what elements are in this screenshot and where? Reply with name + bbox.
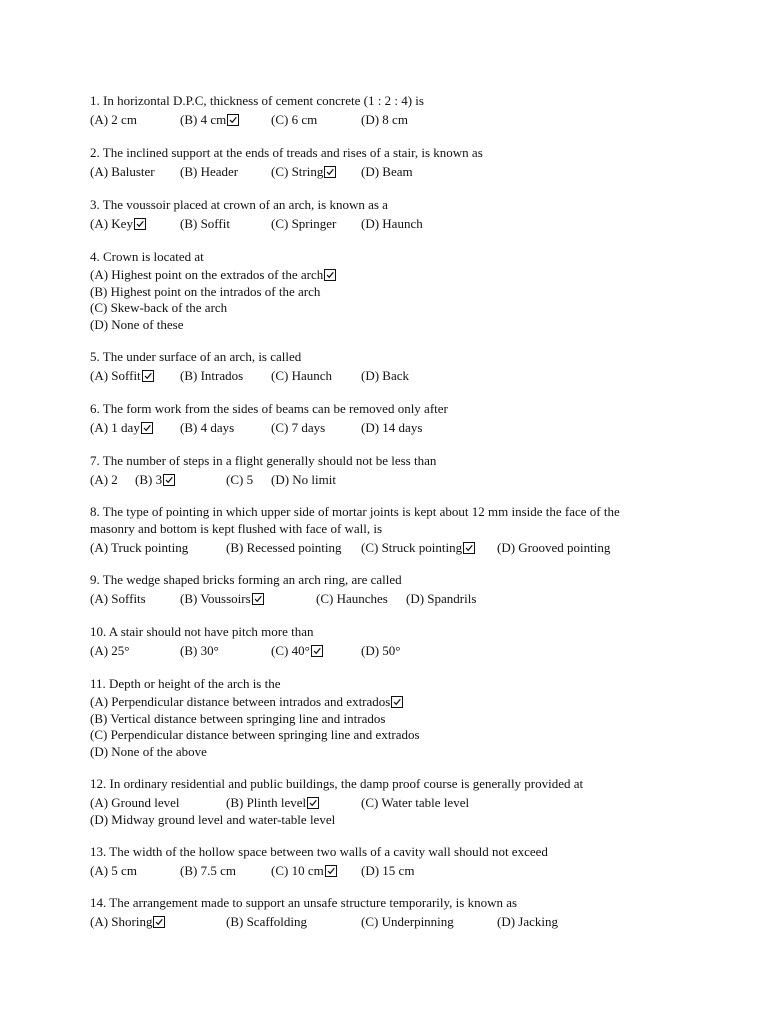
option-label: (B) 4 cm — [180, 112, 227, 127]
answer-option — [497, 914, 558, 930]
checkmark-icon — [252, 593, 264, 605]
answer-option — [135, 472, 175, 488]
answer-option — [90, 420, 153, 436]
answer-option — [180, 643, 219, 659]
option-label: (C) Struck pointing — [361, 540, 463, 555]
option-label: (D) 14 days — [361, 420, 423, 435]
answer-option — [361, 795, 469, 811]
checkmark-icon — [311, 645, 323, 657]
answer-option — [180, 420, 234, 436]
answer-option — [361, 420, 422, 436]
option-label: (A) 25° — [90, 643, 130, 658]
question-stem: 10. A stair should not have pitch more than — [90, 624, 314, 639]
answer-option — [90, 795, 180, 811]
answer-option — [271, 164, 336, 180]
checkmark-icon — [153, 916, 165, 928]
question-stem: 7. The number of steps in a flight generally should not be less than — [90, 453, 437, 468]
answer-option — [90, 317, 184, 333]
answer-option — [226, 472, 253, 488]
answer-option — [361, 112, 408, 128]
answer-option — [180, 368, 243, 384]
option-label: (A) Soffits — [90, 591, 146, 606]
option-label: (D) Jacking — [497, 914, 559, 929]
answer-option — [90, 267, 336, 283]
checkmark-icon — [227, 114, 239, 126]
option-label: (B) 3 — [135, 472, 163, 487]
option-label: (B) Voussoirs — [180, 591, 251, 606]
answer-option — [90, 643, 130, 659]
question-stem: 3. The voussoir placed at crown of an arch, is known as a — [90, 197, 388, 212]
checkmark-icon — [141, 422, 153, 434]
option-label: (D) Spandrils — [406, 591, 477, 606]
option-label: (B) Soffit — [180, 216, 230, 231]
option-label: (C) Perpendicular distance between springing line and extrados — [90, 727, 420, 742]
option-label: (A) Truck pointing — [90, 540, 189, 555]
option-label: (D) Grooved pointing — [497, 540, 611, 555]
question-stem: 2. The inclined support at the ends of treads and rises of a stair, is known as — [90, 145, 483, 160]
option-label: (B) Intrados — [180, 368, 244, 383]
answer-option — [226, 795, 319, 811]
option-label: (C) Haunches — [316, 591, 388, 606]
answer-option — [90, 216, 146, 232]
option-label: (C) 10 cm — [271, 863, 324, 878]
answer-option — [90, 164, 155, 180]
checkmark-icon — [324, 166, 336, 178]
answer-option — [90, 914, 165, 930]
answer-option — [180, 863, 236, 879]
option-label: (D) Haunch — [361, 216, 423, 231]
answer-option — [90, 711, 385, 727]
option-label: (D) 50° — [361, 643, 401, 658]
answer-option — [361, 164, 413, 180]
option-label: (B) 7.5 cm — [180, 863, 236, 878]
option-label: (C) Water table level — [361, 795, 470, 810]
answer-option — [271, 368, 332, 384]
checkmark-icon — [163, 474, 175, 486]
answer-option — [271, 112, 317, 128]
answer-option — [90, 112, 137, 128]
checkmark-icon — [134, 218, 146, 230]
option-label: (D) 8 cm — [361, 112, 408, 127]
option-label: (D) None of the above — [90, 744, 207, 759]
option-label: (B) Highest point on the intrados of the arch — [90, 284, 321, 299]
answer-option — [90, 300, 227, 316]
option-label: (B) 30° — [180, 643, 219, 658]
option-label: (C) 5 — [226, 472, 254, 487]
answer-option — [90, 284, 320, 300]
answer-option — [90, 863, 137, 879]
option-label: (D) 15 cm — [361, 863, 415, 878]
answer-option — [90, 472, 118, 488]
option-label: (A) Ground level — [90, 795, 180, 810]
checkmark-icon — [325, 865, 337, 877]
answer-option — [180, 216, 230, 232]
question-stem: masonry and bottom is kept flushed with face of wall, is — [90, 521, 383, 536]
question-stem: 9. The wedge shaped bricks forming an arch ring, are called — [90, 572, 402, 587]
option-label: (A) 1 day — [90, 420, 140, 435]
option-label: (D) Back — [361, 368, 410, 383]
option-label: (A) 2 — [90, 472, 118, 487]
option-label: (D) No limit — [271, 472, 336, 487]
answer-option — [180, 112, 239, 128]
option-label: (A) Baluster — [90, 164, 155, 179]
checkmark-icon — [391, 696, 403, 708]
option-label: (A) 5 cm — [90, 863, 137, 878]
answer-option — [497, 540, 610, 556]
answer-option — [90, 744, 207, 760]
answer-option — [226, 914, 307, 930]
option-label: (C) Haunch — [271, 368, 333, 383]
question-stem: 14. The arrangement made to support an unsafe structure temporarily, is known as — [90, 895, 518, 910]
option-label: (A) Highest point on the extrados of the arch — [90, 267, 324, 282]
answer-option — [180, 164, 238, 180]
option-label: (C) Skew-back of the arch — [90, 300, 228, 315]
answer-option — [316, 591, 388, 607]
question-stem: 8. The type of pointing in which upper side of mortar joints is kept about 12 mm inside the face of the — [90, 504, 620, 519]
answer-option — [271, 643, 323, 659]
option-label: (D) Midway ground level and water-table level — [90, 812, 336, 827]
answer-option — [271, 863, 337, 879]
answer-option — [90, 540, 188, 556]
answer-option — [271, 420, 325, 436]
answer-option — [90, 368, 154, 384]
answer-option — [226, 540, 342, 556]
answer-option — [361, 914, 454, 930]
option-label: (A) Shoring — [90, 914, 153, 929]
checkmark-icon — [142, 370, 154, 382]
option-label: (B) Vertical distance between springing line and intrados — [90, 711, 386, 726]
option-label: (B) 4 days — [180, 420, 235, 435]
answer-option — [361, 216, 423, 232]
option-label: (B) Recessed pointing — [226, 540, 342, 555]
option-label: (C) String — [271, 164, 324, 179]
question-stem: 4. Crown is located at — [90, 249, 204, 264]
answer-option — [180, 591, 264, 607]
answer-option — [271, 216, 336, 232]
question-stem: 1. In horizontal D.P.C, thickness of cement concrete (1 : 2 : 4) is — [90, 93, 424, 108]
option-label: (A) 2 cm — [90, 112, 137, 127]
option-label: (A) Soffit — [90, 368, 141, 383]
option-label: (C) 7 days — [271, 420, 326, 435]
question-stem: 12. In ordinary residential and public buildings, the damp proof course is generally provided at — [90, 776, 584, 791]
checkmark-icon — [307, 797, 319, 809]
answer-option — [90, 591, 146, 607]
answer-option — [90, 694, 403, 710]
option-label: (C) 6 cm — [271, 112, 318, 127]
answer-option — [406, 591, 476, 607]
answer-option — [271, 472, 336, 488]
question-stem: 5. The under surface of an arch, is called — [90, 349, 302, 364]
option-label: (D) None of these — [90, 317, 184, 332]
option-label: (B) Scaffolding — [226, 914, 307, 929]
question-stem: 13. The width of the hollow space between two walls of a cavity wall should not exceed — [90, 844, 548, 859]
option-label: (A) Key — [90, 216, 133, 231]
answer-option — [361, 368, 409, 384]
question-stem: 11. Depth or height of the arch is the — [90, 676, 281, 691]
answer-option — [361, 540, 475, 556]
option-label: (B) Plinth level — [226, 795, 307, 810]
option-label: (D) Beam — [361, 164, 413, 179]
answer-option — [90, 727, 420, 743]
checkmark-icon — [324, 269, 336, 281]
answer-option — [90, 812, 335, 828]
question-stem: 6. The form work from the sides of beams can be removed only after — [90, 401, 448, 416]
option-label: (C) Springer — [271, 216, 337, 231]
answer-option — [361, 643, 401, 659]
option-label: (C) Underpinning — [361, 914, 454, 929]
option-label: (A) Perpendicular distance between intrados and extrados — [90, 694, 391, 709]
option-label: (B) Header — [180, 164, 239, 179]
checkmark-icon — [463, 542, 475, 554]
answer-option — [361, 863, 414, 879]
option-label: (C) 40° — [271, 643, 310, 658]
